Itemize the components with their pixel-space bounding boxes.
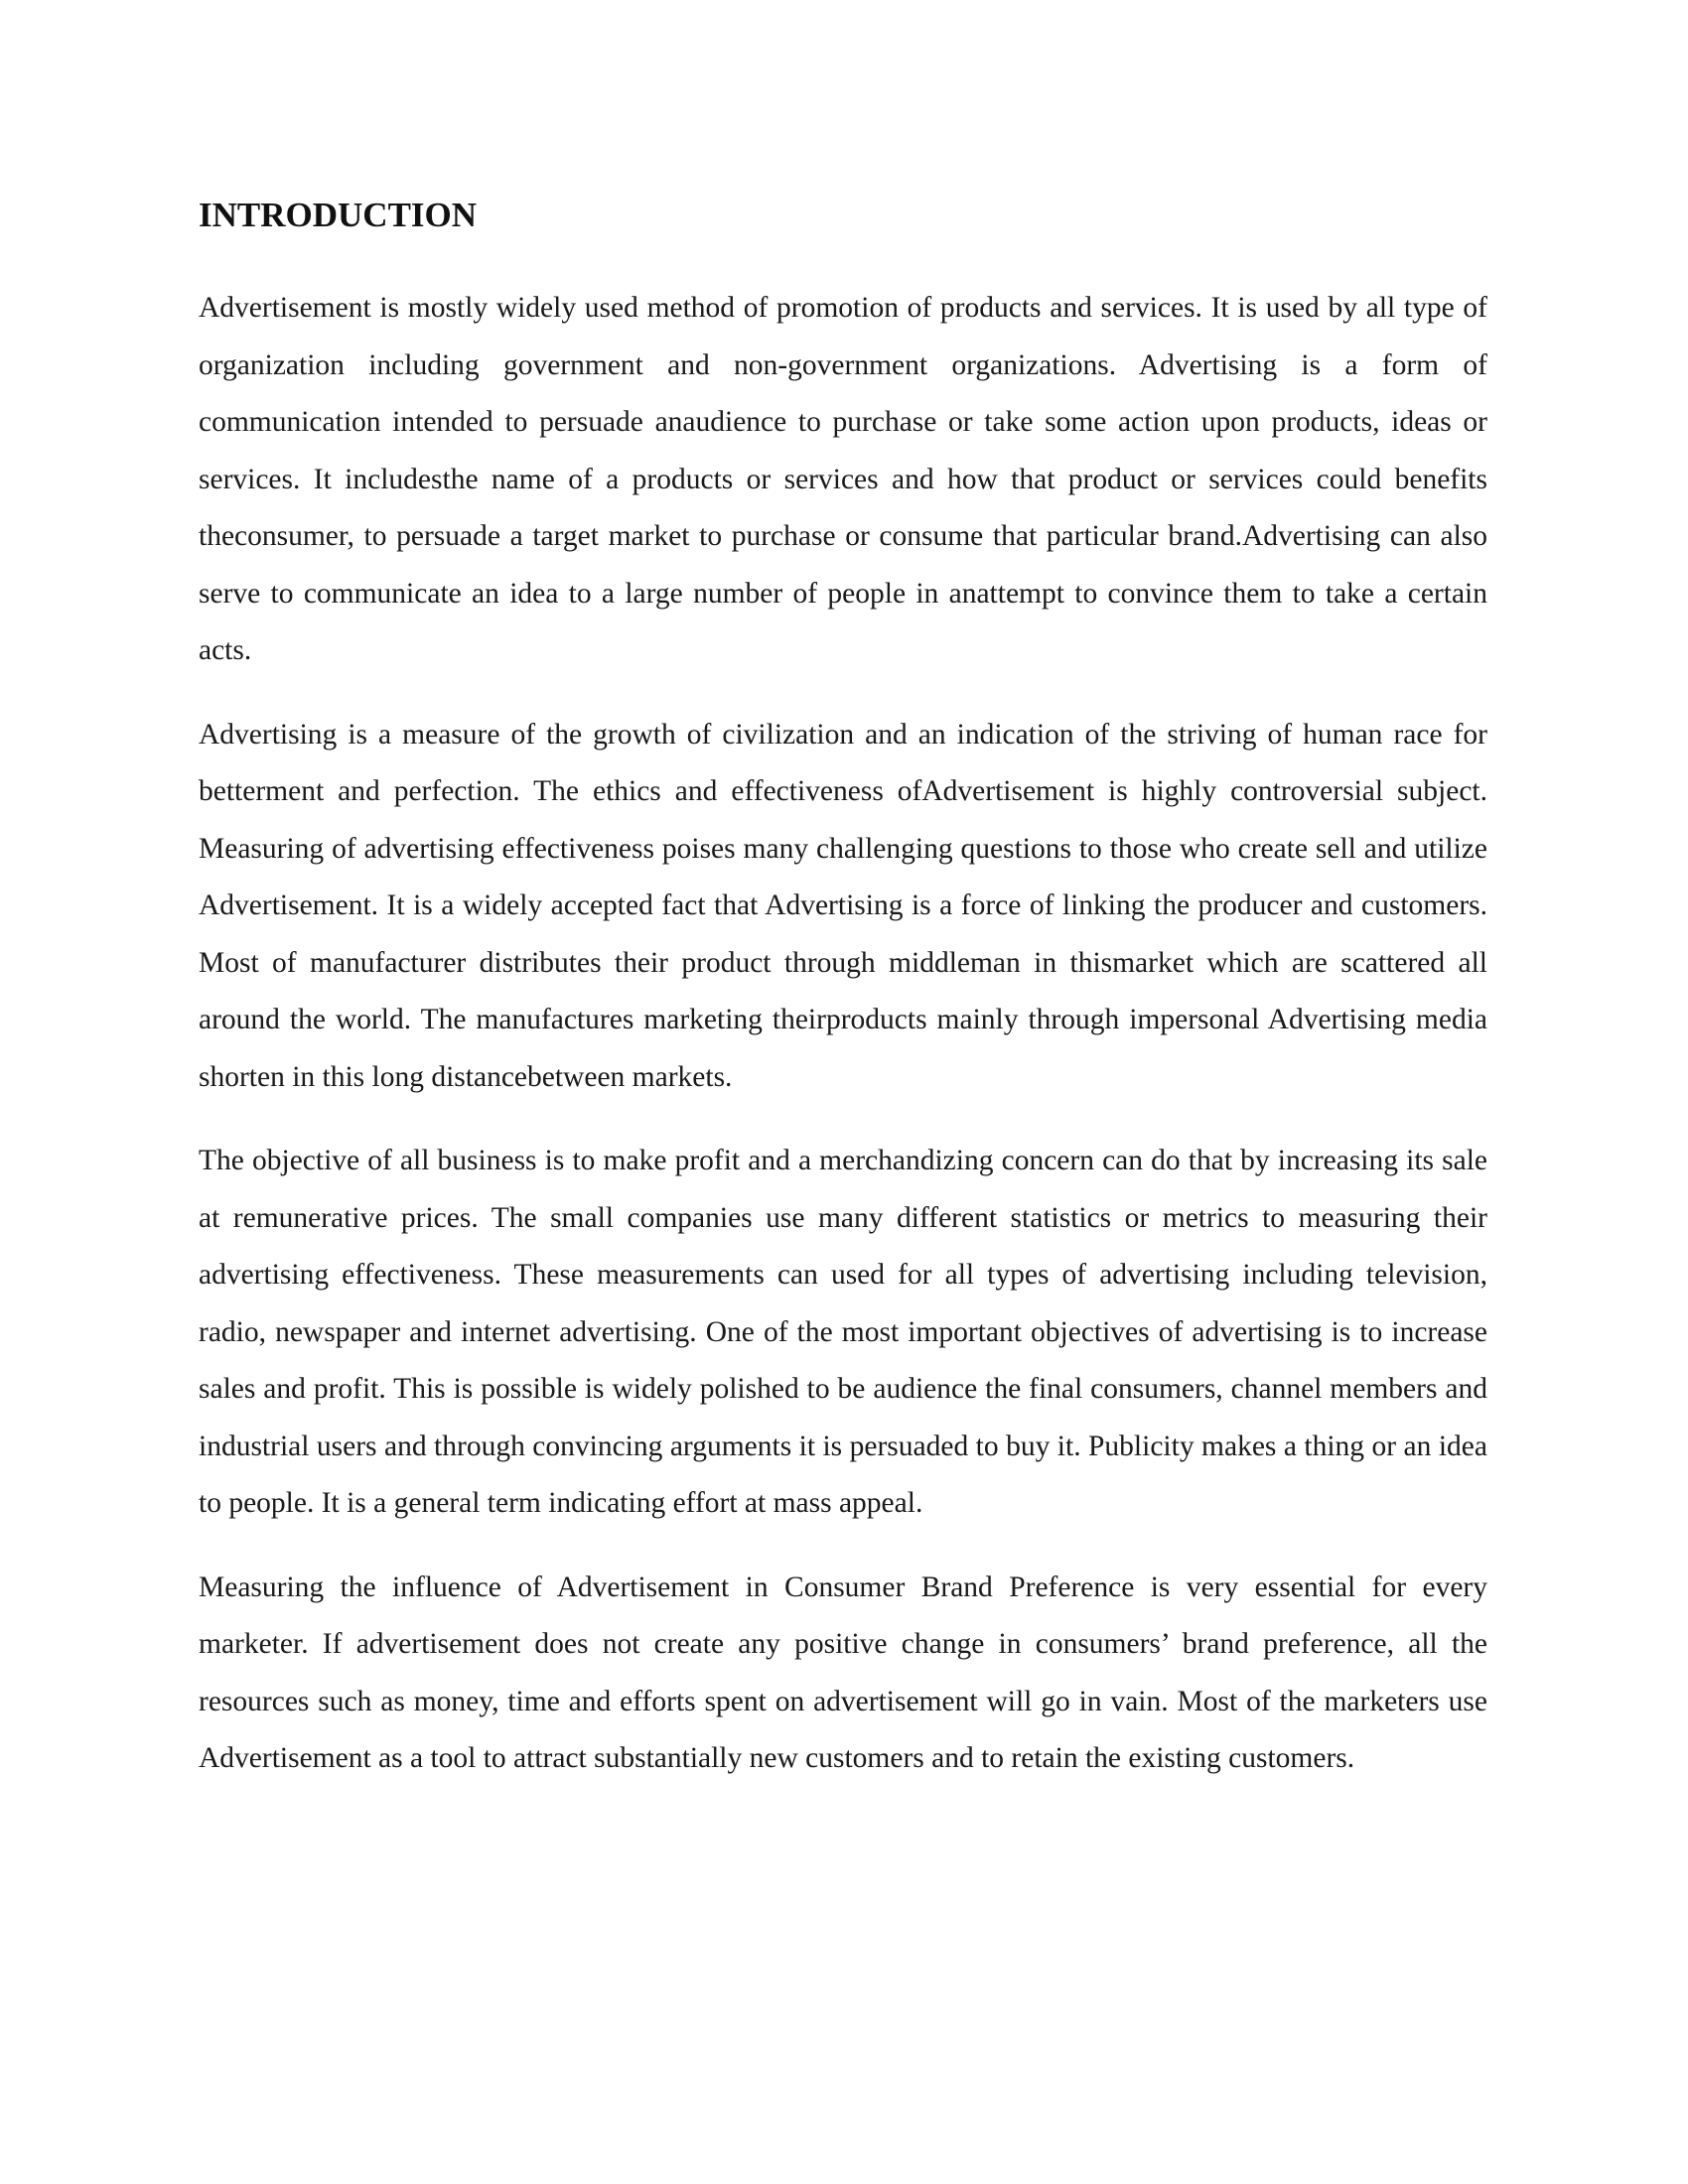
paragraph-advertisement-definition: Advertisement is mostly widely used method of promotion of products and services. It is used by all type of organization including government and non-government organizations. Advertising is a form of communication intended to persuade anaudience to purchase or take some action upon products, ideas or services. It includesthe name of a products or services and how that product or services could benefits theconsumer, to persuade a target market to purchase or consume that particular brand.Advertising can also serve to communicate an idea to a large number of people in anattempt to convince them to take a certain acts. <box>199 292 1487 666</box>
paragraph-advertising-civilization: Advertising is a measure of the growth of civilization and an indication of the striving of human race for betterment and perfection. The ethics and effectiveness ofAdvertisement is highly controversial subject. Measuring of advertising effectiveness poises many challenging questions to those who create sell and utilize Advertisement. It is a widely accepted fact that Advertising is a force of linking the producer and customers. Most of manufacturer distributes their product through middleman in thismarket which are scattered all around the world. The manufactures marketing theirproducts mainly through impersonal Advertising media shorten in this long distancebetween markets. <box>199 718 1487 1093</box>
page-heading: INTRODUCTION <box>199 196 478 234</box>
paragraph-brand-preference: Measuring the influence of Advertisement in Consumer Brand Preference is very essential for every marketer. If advertisement does not create any positive change in consumers’ brand preference, all the resources such as money, time and efforts spent on advertisement will go in vain. Most of the marketers use Advertisement as a tool to attract substantially new customers and to retain the existing customers. <box>199 1570 1487 1774</box>
paragraph-business-objective: The objective of all business is to make profit and a merchandizing concern can do that by increasing its sale at remunerative prices. The small companies use many different statistics or metrics to measuring their advertising effectiveness. These measurements can used for all types of advertising including television, radio, newspaper and internet advertising. One of the most important objectives of advertising is to increase sales and profit. This is possible is widely polished to be audience the final consumers, channel members and industrial users and through convincing arguments it is persuaded to buy it. Publicity makes a thing or an idea to people. It is a general term indicating effort at mass appeal. <box>199 1145 1487 1519</box>
page-content <box>199 195 1487 1815</box>
